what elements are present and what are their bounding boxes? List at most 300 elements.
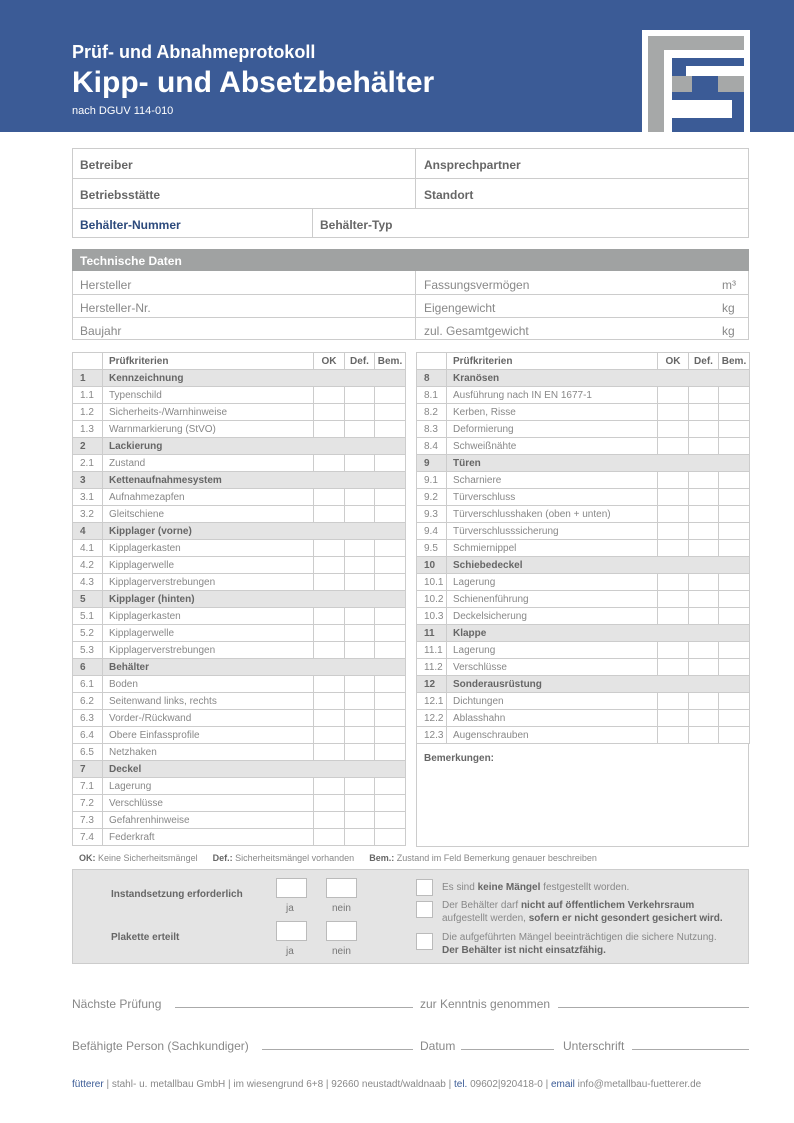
table-row	[73, 540, 406, 557]
ok-cell[interactable]	[658, 591, 689, 608]
def-cell[interactable]	[689, 438, 719, 455]
ok-cell[interactable]	[314, 812, 345, 829]
criterion-number: 6.5	[73, 744, 103, 761]
bem-cell[interactable]	[719, 574, 750, 591]
criterion-label: Kipplagerwelle	[103, 625, 314, 642]
bem-cell[interactable]	[375, 693, 406, 710]
criteria-header: Prüfkriterien	[447, 353, 658, 370]
bem-cell[interactable]	[375, 421, 406, 438]
ok-cell[interactable]	[314, 625, 345, 642]
bem-cell[interactable]	[375, 489, 406, 506]
criterion-number: 6.2	[73, 693, 103, 710]
divider	[72, 178, 749, 179]
criterion-number: 12	[417, 676, 447, 693]
criterion-label: Lackierung	[103, 438, 406, 455]
table-row	[73, 693, 406, 710]
criterion-number: 6.4	[73, 727, 103, 744]
signature-label: Unterschrift	[563, 1039, 625, 1053]
bem-cell[interactable]	[719, 540, 750, 557]
criterion-label: Verschlüsse	[447, 659, 658, 676]
ok-cell[interactable]	[658, 387, 689, 404]
def-cell[interactable]	[345, 829, 375, 846]
bem-cell[interactable]	[375, 557, 406, 574]
signature-line[interactable]	[632, 1049, 749, 1050]
header-banner	[0, 0, 794, 132]
def-cell[interactable]	[689, 727, 719, 744]
ok-cell[interactable]	[314, 506, 345, 523]
ok-cell[interactable]	[314, 778, 345, 795]
ok-cell[interactable]	[658, 727, 689, 744]
bem-cell[interactable]	[375, 812, 406, 829]
def-cell[interactable]	[345, 744, 375, 761]
criterion-number: 5.1	[73, 608, 103, 625]
no-defects-checkbox[interactable]	[416, 879, 433, 896]
def-cell[interactable]	[345, 421, 375, 438]
footer-tel: 09602|920418-0 |	[467, 1079, 551, 1090]
divider	[72, 208, 749, 209]
bem-cell[interactable]	[719, 421, 750, 438]
number-header	[73, 353, 103, 370]
def-cell[interactable]	[345, 676, 375, 693]
ansprechpartner-field[interactable]: Ansprechpartner	[424, 158, 521, 172]
legend-ok-key: OK:	[79, 853, 96, 863]
not-operational-checkbox[interactable]	[416, 933, 433, 950]
section-row	[73, 591, 406, 608]
def-cell[interactable]	[689, 591, 719, 608]
norm-reference: nach DGUV 114-010	[72, 105, 174, 117]
legend-def-text: Sicherheitsmängel vorhanden	[235, 853, 355, 863]
ok-cell[interactable]	[314, 455, 345, 472]
def-cell[interactable]	[345, 693, 375, 710]
bem-cell[interactable]	[719, 506, 750, 523]
bem-header: Bem.	[719, 353, 750, 370]
criterion-number: 11.2	[417, 659, 447, 676]
criterion-number: 5.3	[73, 642, 103, 659]
bem-cell[interactable]	[375, 642, 406, 659]
criterion-label: Lagerung	[447, 642, 658, 659]
bem-cell[interactable]	[375, 608, 406, 625]
ok-cell[interactable]	[658, 438, 689, 455]
criterion-number: 1.2	[73, 404, 103, 421]
footer	[72, 1079, 701, 1090]
bem-cell[interactable]	[375, 829, 406, 846]
criterion-label: Türverschlusssicherung	[447, 523, 658, 540]
table-row	[417, 489, 750, 506]
table-row	[73, 506, 406, 523]
betriebsstaette-field[interactable]: Betriebsstätte	[80, 188, 161, 202]
nein-caption: nein	[332, 903, 351, 914]
table-row	[73, 557, 406, 574]
table-row	[73, 625, 406, 642]
criterion-number: 12.1	[417, 693, 447, 710]
ok-cell[interactable]	[314, 676, 345, 693]
criterion-label: Kipplagerverstrebungen	[103, 642, 314, 659]
table-row	[417, 421, 750, 438]
inspector-label: Befähigte Person (Sachkundiger)	[72, 1039, 249, 1053]
section-row	[73, 523, 406, 540]
table-row	[73, 608, 406, 625]
table-row	[417, 659, 750, 676]
ok-cell[interactable]	[658, 540, 689, 557]
section-row	[73, 659, 406, 676]
def-cell[interactable]	[345, 489, 375, 506]
def-cell[interactable]	[345, 574, 375, 591]
table-row	[73, 676, 406, 693]
def-cell[interactable]	[345, 404, 375, 421]
criterion-label: Klappe	[447, 625, 750, 642]
def-header: Def.	[345, 353, 375, 370]
def-cell[interactable]	[689, 489, 719, 506]
bem-cell[interactable]	[719, 727, 750, 744]
ok-cell[interactable]	[658, 489, 689, 506]
criterion-label: Deckelsicherung	[447, 608, 658, 625]
criterion-label: Augenschrauben	[447, 727, 658, 744]
ok-cell[interactable]	[314, 574, 345, 591]
ok-cell[interactable]	[314, 710, 345, 727]
def-cell[interactable]	[689, 574, 719, 591]
table-row	[73, 727, 406, 744]
table-row	[73, 778, 406, 795]
eigengewicht-field[interactable]: Eigengewicht	[424, 301, 496, 315]
def-cell[interactable]	[689, 693, 719, 710]
ok-cell[interactable]	[658, 421, 689, 438]
table-row	[417, 438, 750, 455]
criterion-number: 12.2	[417, 710, 447, 727]
ok-cell[interactable]	[658, 659, 689, 676]
section-row	[73, 370, 406, 387]
criterion-label: Schienenführung	[447, 591, 658, 608]
criterion-number: 9.5	[417, 540, 447, 557]
behaelter-typ-field[interactable]: Behälter-Typ	[320, 218, 393, 232]
section-row	[417, 455, 750, 472]
table-row	[417, 693, 750, 710]
next-inspection-label: Nächste Prüfung	[72, 997, 162, 1011]
table-row	[73, 421, 406, 438]
criteria-table-left	[72, 352, 406, 846]
ok-header: OK	[658, 353, 689, 370]
bem-cell[interactable]	[375, 778, 406, 795]
hersteller-nr-field[interactable]: Hersteller-Nr.	[80, 301, 151, 315]
ok-cell[interactable]	[658, 574, 689, 591]
bem-cell[interactable]	[719, 710, 750, 727]
criterion-number: 9	[417, 455, 447, 472]
section-row	[417, 625, 750, 642]
table-row	[417, 710, 750, 727]
legend-bem-key: Bem.:	[369, 853, 395, 863]
criterion-label: Sonderausrüstung	[447, 676, 750, 693]
criterion-label: Zustand	[103, 455, 314, 472]
company-logo-icon	[642, 30, 750, 132]
criterion-label: Gleitschiene	[103, 506, 314, 523]
criterion-label: Typenschild	[103, 387, 314, 404]
table-row	[417, 506, 750, 523]
bem-cell[interactable]	[719, 591, 750, 608]
criterion-number: 7	[73, 761, 103, 778]
criterion-label: Schiebedeckel	[447, 557, 750, 574]
bem-cell[interactable]	[375, 710, 406, 727]
ok-cell[interactable]	[314, 642, 345, 659]
next-inspection-line[interactable]	[175, 1007, 413, 1008]
bem-cell[interactable]	[719, 523, 750, 540]
instandsetzung-nein-box[interactable]	[326, 878, 357, 898]
criterion-label: Kerben, Risse	[447, 404, 658, 421]
ok-cell[interactable]	[314, 795, 345, 812]
def-cell[interactable]	[689, 642, 719, 659]
criterion-number: 8.3	[417, 421, 447, 438]
section-row	[417, 676, 750, 693]
bem-cell[interactable]	[375, 540, 406, 557]
ok-cell[interactable]	[658, 404, 689, 421]
table-header-row	[73, 353, 406, 370]
criterion-number: 11	[417, 625, 447, 642]
criterion-label: Kipplagerwelle	[103, 557, 314, 574]
bem-cell[interactable]	[375, 404, 406, 421]
criterion-label: Türverschlusshaken (oben + unten)	[447, 506, 658, 523]
def-cell[interactable]	[345, 625, 375, 642]
criterion-label: Deformierung	[447, 421, 658, 438]
standort-field[interactable]: Standort	[424, 188, 474, 202]
hersteller-field[interactable]: Hersteller	[80, 278, 132, 292]
def-cell[interactable]	[689, 523, 719, 540]
criterion-label: Schweißnähte	[447, 438, 658, 455]
criterion-number: 9.3	[417, 506, 447, 523]
gesamtgewicht-field[interactable]: zul. Gesamtgewicht	[424, 324, 529, 338]
document-subtitle: Prüf- und Abnahmeprotokoll	[72, 42, 316, 62]
criterion-number: 5	[73, 591, 103, 608]
bem-cell[interactable]	[719, 472, 750, 489]
criterion-number: 10.1	[417, 574, 447, 591]
divider	[312, 208, 313, 238]
bem-cell[interactable]	[375, 744, 406, 761]
criterion-label: Gefahrenhinweise	[103, 812, 314, 829]
footer-tel-key: tel.	[454, 1079, 468, 1090]
criterion-number: 2.1	[73, 455, 103, 472]
instandsetzung-ja-box[interactable]	[276, 878, 307, 898]
criterion-number: 1	[73, 370, 103, 387]
criterion-label: Sicherheits-/Warnhinweise	[103, 404, 314, 421]
def-cell[interactable]	[345, 540, 375, 557]
criterion-number: 7.2	[73, 795, 103, 812]
criterion-number: 7.3	[73, 812, 103, 829]
bem-cell[interactable]	[719, 608, 750, 625]
criterion-label: Lagerung	[103, 778, 314, 795]
criterion-number: 1.3	[73, 421, 103, 438]
criterion-label: Netzhaken	[103, 744, 314, 761]
table-row	[417, 387, 750, 404]
acknowledged-line[interactable]	[558, 1007, 749, 1008]
criterion-label: Kettenaufnahmesystem	[103, 472, 406, 489]
def-cell[interactable]	[345, 778, 375, 795]
nein-caption: nein	[332, 946, 351, 957]
table-row	[417, 727, 750, 744]
ok-cell[interactable]	[658, 693, 689, 710]
bem-header: Bem.	[375, 353, 406, 370]
footer-email[interactable]: info@metallbau-fuetterer.de	[574, 1079, 702, 1090]
date-label: Datum	[420, 1039, 456, 1053]
legend-bem-text: Zustand im Feld Bemerkung genauer beschreiben	[396, 853, 597, 863]
no-defects-text: Es sind keine Mängel festgestellt worden.	[442, 882, 630, 893]
criterion-number: 3	[73, 472, 103, 489]
ok-cell[interactable]	[314, 727, 345, 744]
criterion-number: 5.2	[73, 625, 103, 642]
bem-cell[interactable]	[375, 574, 406, 591]
table-row	[73, 829, 406, 846]
ok-cell[interactable]	[314, 608, 345, 625]
criterion-number: 10.3	[417, 608, 447, 625]
criterion-label: Kipplager (vorne)	[103, 523, 406, 540]
restricted-use-checkbox[interactable]	[416, 901, 433, 918]
table-row	[417, 574, 750, 591]
ok-cell[interactable]	[314, 693, 345, 710]
criterion-label: Kennzeichnung	[103, 370, 406, 387]
inspector-line[interactable]	[262, 1049, 413, 1050]
plakette-label: Plakette erteilt	[111, 932, 180, 943]
criterion-number: 3.2	[73, 506, 103, 523]
unit-label: m³	[722, 278, 736, 292]
criterion-number: 8.1	[417, 387, 447, 404]
def-cell[interactable]	[345, 795, 375, 812]
bem-cell[interactable]	[719, 693, 750, 710]
date-line[interactable]	[461, 1049, 554, 1050]
bem-cell[interactable]	[375, 676, 406, 693]
def-cell[interactable]	[345, 642, 375, 659]
criterion-number: 8.2	[417, 404, 447, 421]
ok-cell[interactable]	[314, 557, 345, 574]
table-row	[73, 387, 406, 404]
table-row	[73, 642, 406, 659]
criterion-label: Scharniere	[447, 472, 658, 489]
behaelter-nummer-field[interactable]: Behälter-Nummer	[80, 218, 181, 232]
baujahr-field[interactable]: Baujahr	[80, 324, 122, 338]
bem-cell[interactable]	[719, 404, 750, 421]
def-cell[interactable]	[345, 608, 375, 625]
ok-cell[interactable]	[314, 540, 345, 557]
criterion-label: Kipplagerkasten	[103, 540, 314, 557]
criterion-number: 6.3	[73, 710, 103, 727]
section-row	[73, 761, 406, 778]
def-cell[interactable]	[689, 710, 719, 727]
bem-cell[interactable]	[719, 659, 750, 676]
ok-cell[interactable]	[314, 744, 345, 761]
criterion-label: Boden	[103, 676, 314, 693]
ok-cell[interactable]	[658, 472, 689, 489]
def-cell[interactable]	[689, 421, 719, 438]
bem-cell[interactable]	[719, 642, 750, 659]
table-row	[417, 404, 750, 421]
instandsetzung-label: Instandsetzung erforderlich	[111, 889, 243, 900]
footer-address: | stahl- u. metallbau GmbH | im wiesengrund 6+8 | 92660 neustadt/waldnaab |	[103, 1079, 454, 1090]
criterion-label: Lagerung	[447, 574, 658, 591]
bem-cell[interactable]	[719, 489, 750, 506]
def-cell[interactable]	[345, 506, 375, 523]
criterion-number: 4.1	[73, 540, 103, 557]
def-cell[interactable]	[345, 387, 375, 404]
def-cell[interactable]	[689, 608, 719, 625]
criterion-label: Obere Einfassprofile	[103, 727, 314, 744]
table-row	[417, 591, 750, 608]
criterion-number: 11.1	[417, 642, 447, 659]
bem-cell[interactable]	[375, 625, 406, 642]
def-cell[interactable]	[689, 387, 719, 404]
def-cell[interactable]	[345, 455, 375, 472]
def-cell[interactable]	[689, 472, 719, 489]
criterion-label: Aufnahmezapfen	[103, 489, 314, 506]
table-header-row	[417, 353, 750, 370]
ok-cell[interactable]	[658, 608, 689, 625]
bem-cell[interactable]	[375, 506, 406, 523]
ok-cell[interactable]	[314, 829, 345, 846]
ok-cell[interactable]	[314, 489, 345, 506]
not-operational-text: Die aufgeführten Mängel beeinträchtigen die sichere Nutzung. Der Behälter ist nicht einsatzfähig.	[442, 932, 717, 956]
betreiber-field[interactable]: Betreiber	[80, 158, 133, 172]
plakette-nein-box[interactable]	[326, 921, 357, 941]
table-row	[73, 744, 406, 761]
criterion-number: 10.2	[417, 591, 447, 608]
criterion-number: 3.1	[73, 489, 103, 506]
ok-cell[interactable]	[658, 523, 689, 540]
ok-header: OK	[314, 353, 345, 370]
bem-cell[interactable]	[375, 727, 406, 744]
legend-def-key: Def.:	[212, 853, 233, 863]
criteria-header: Prüfkriterien	[103, 353, 314, 370]
bem-cell[interactable]	[719, 438, 750, 455]
ok-cell[interactable]	[314, 421, 345, 438]
table-row	[417, 472, 750, 489]
def-cell[interactable]	[689, 404, 719, 421]
criterion-label: Deckel	[103, 761, 406, 778]
footer-company: fütterer	[72, 1079, 104, 1090]
divider	[415, 271, 416, 340]
section-row	[73, 472, 406, 489]
criterion-label: Behälter	[103, 659, 406, 676]
criterion-number: 6.1	[73, 676, 103, 693]
fassungsvermoegen-field[interactable]: Fassungsvermögen	[424, 278, 530, 292]
criterion-label: Ablasshahn	[447, 710, 658, 727]
ok-cell[interactable]	[658, 506, 689, 523]
bem-cell[interactable]	[375, 387, 406, 404]
bem-cell[interactable]	[719, 387, 750, 404]
criterion-label: Ausführung nach IN EN 1677-1	[447, 387, 658, 404]
bem-cell[interactable]	[375, 795, 406, 812]
table-row	[73, 812, 406, 829]
unit-label: kg	[722, 301, 735, 315]
ok-cell[interactable]	[658, 642, 689, 659]
legend-ok-text: Keine Sicherheitsmängel	[98, 853, 198, 863]
ok-cell[interactable]	[314, 387, 345, 404]
table-row	[417, 540, 750, 557]
def-cell[interactable]	[689, 540, 719, 557]
ok-cell[interactable]	[658, 710, 689, 727]
def-cell[interactable]	[345, 557, 375, 574]
acknowledged-label: zur Kenntnis genommen	[420, 997, 551, 1011]
table-row	[417, 523, 750, 540]
def-cell[interactable]	[689, 506, 719, 523]
def-cell[interactable]	[345, 727, 375, 744]
def-cell[interactable]	[345, 710, 375, 727]
criterion-label: Federkraft	[103, 829, 314, 846]
criterion-number: 1.1	[73, 387, 103, 404]
technical-data-header: Technische Daten	[72, 249, 749, 271]
def-cell[interactable]	[689, 659, 719, 676]
plakette-ja-box[interactable]	[276, 921, 307, 941]
def-cell[interactable]	[345, 812, 375, 829]
criterion-number: 2	[73, 438, 103, 455]
bem-cell[interactable]	[375, 455, 406, 472]
criterion-number: 4.2	[73, 557, 103, 574]
criterion-label: Kranösen	[447, 370, 750, 387]
criterion-label: Kipplagerkasten	[103, 608, 314, 625]
ok-cell[interactable]	[314, 404, 345, 421]
